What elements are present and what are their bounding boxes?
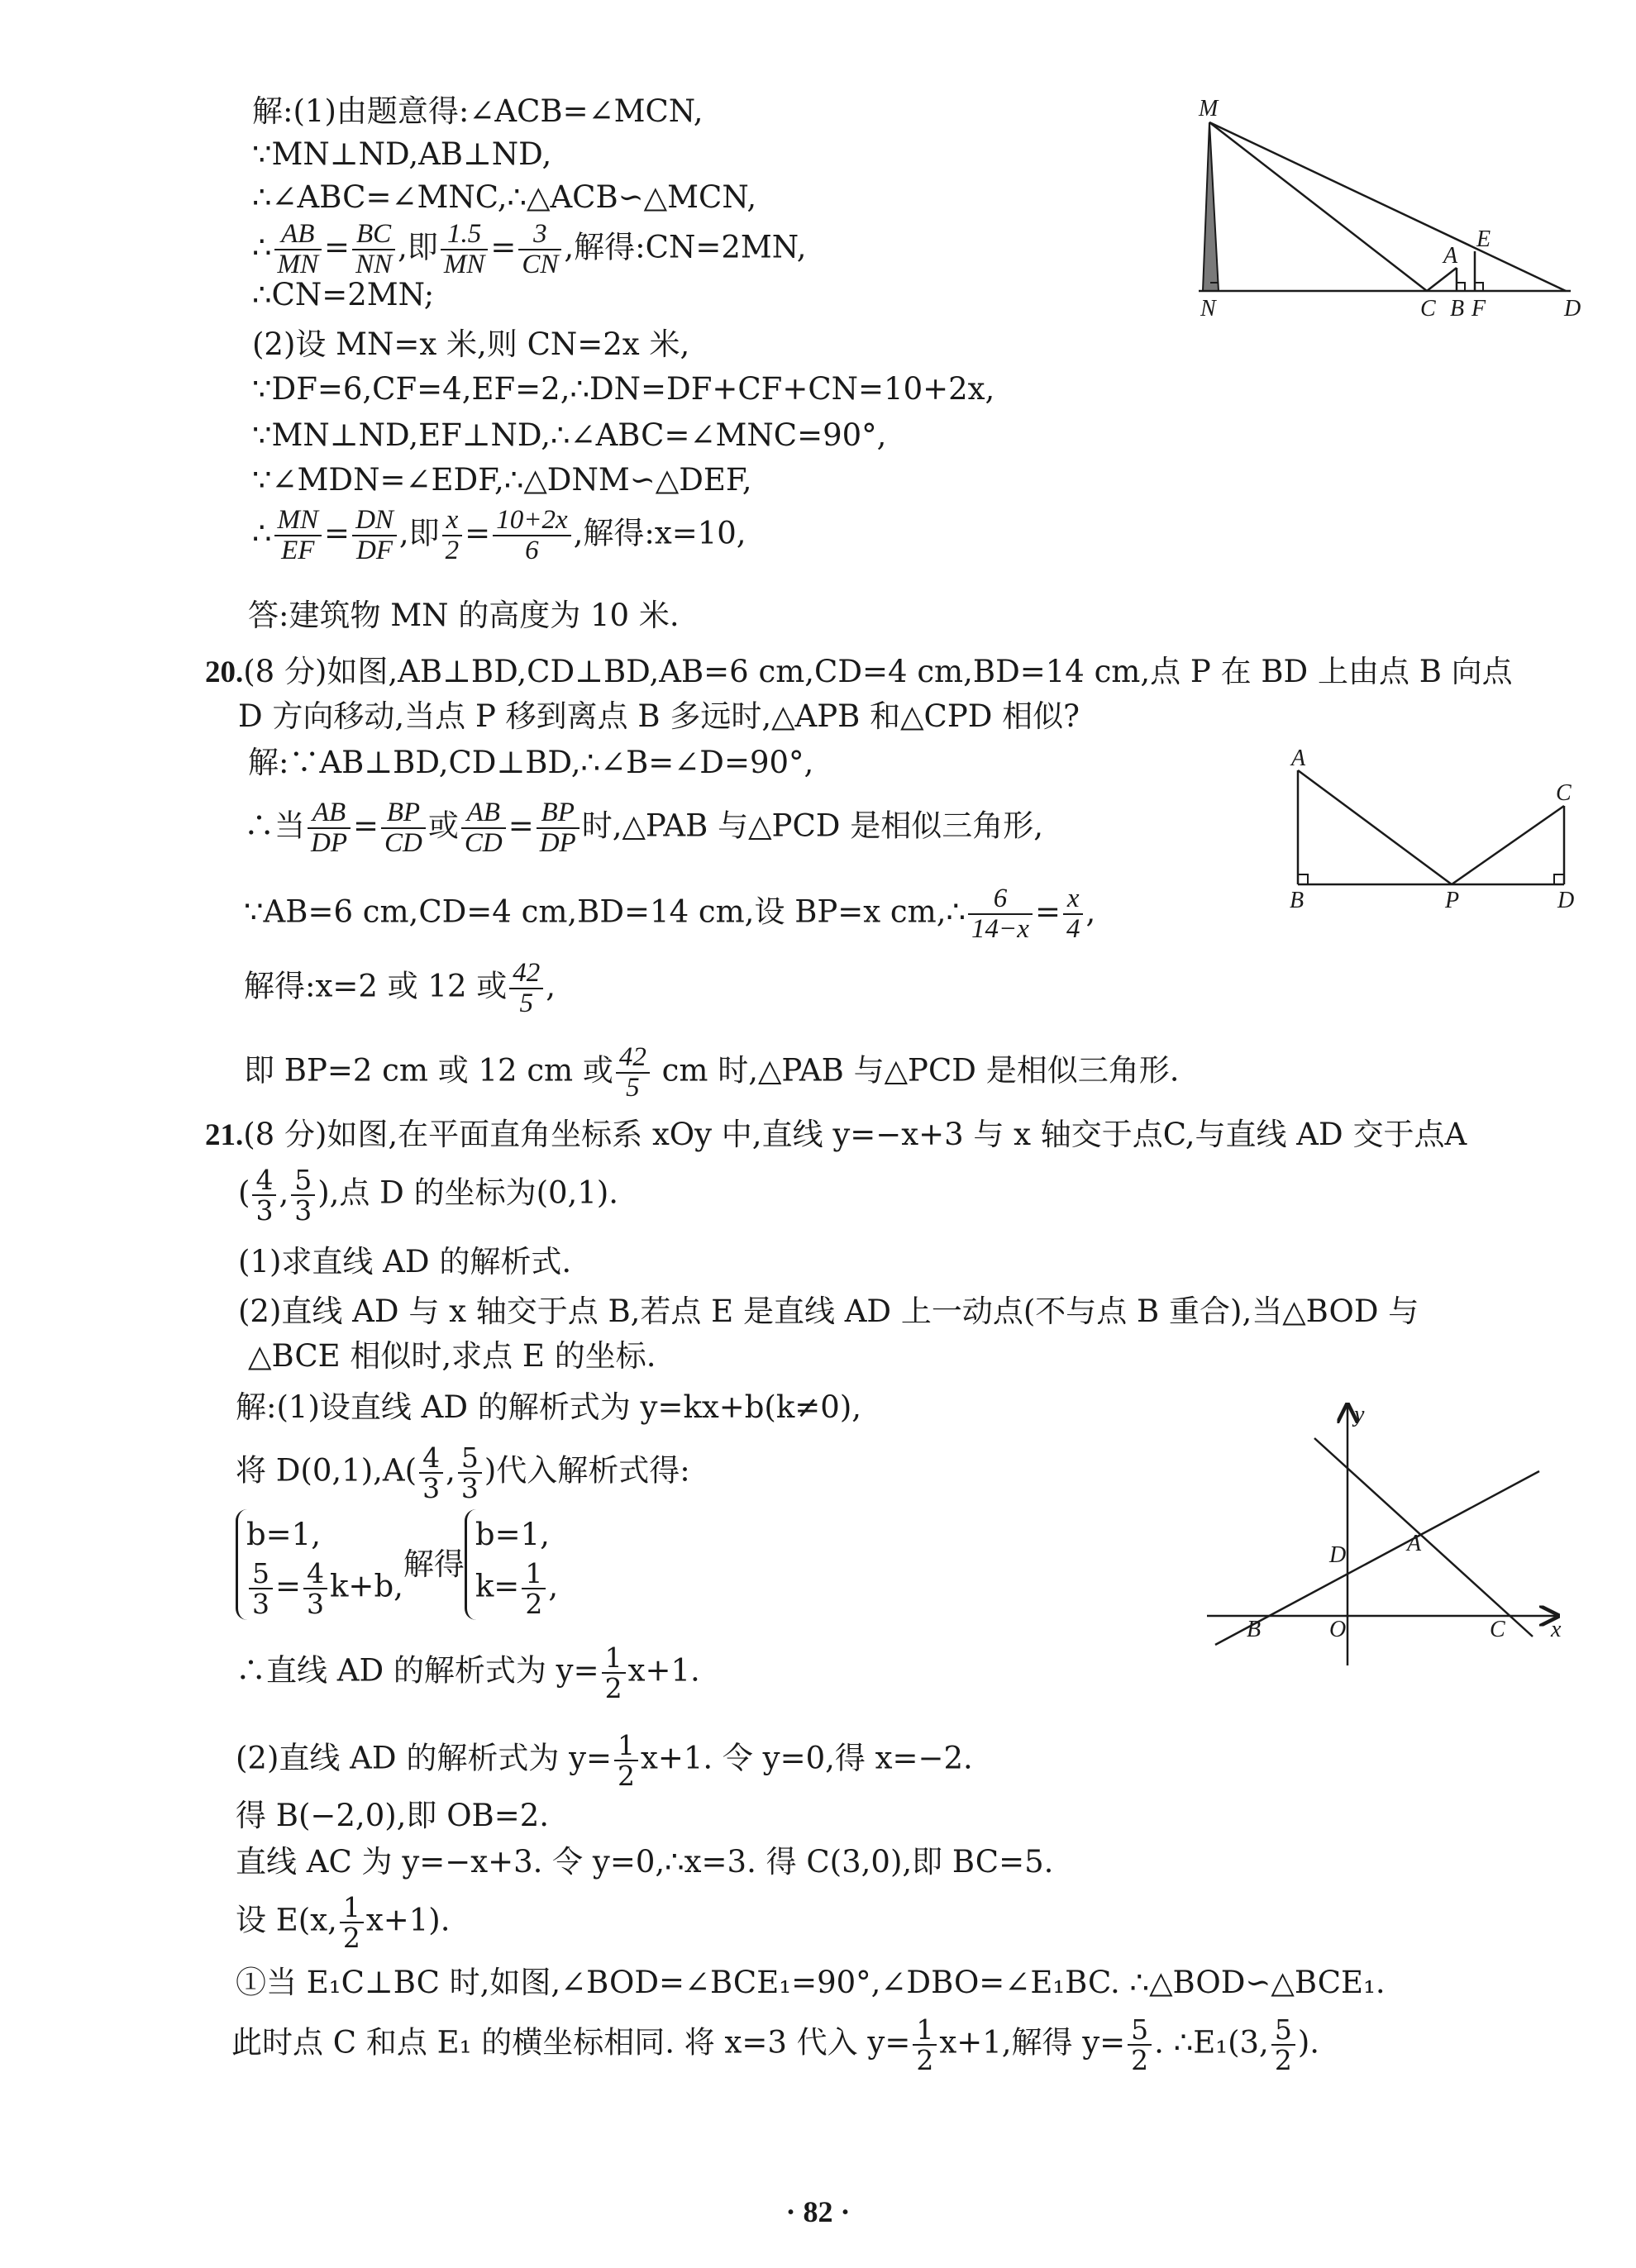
q19-line-10: ∴ $\frac{MN}{EF}$ = $\frac{DN}{DF}$ ,即 $\frac{x}{2}$ = $\frac{10+2x}{6}$ ,解得:x=10,: [252, 505, 746, 565]
fraction: $\frac{1}{2}$: [340, 1893, 364, 1952]
fraction: $\frac{4}{3}$: [303, 1559, 327, 1618]
label-d: D: [1557, 888, 1575, 913]
q21-line-1: 21.(8 分)如图,在平面直角坐标系 xOy 中,直线 y=−x+3 与 x 轴交于点C,与直线 AD 交于点A: [205, 1117, 1467, 1152]
label-a: A: [1443, 243, 1458, 269]
label-a: A: [1407, 1531, 1422, 1556]
fraction: $\frac{BP}{DP}$: [537, 798, 580, 858]
fraction: $\frac{1.5}{MN}$: [441, 220, 489, 279]
q21-line-2: ( $\frac{4}{3}$ , $\frac{5}{3}$ ),点 D 的坐标为(0,1).: [238, 1164, 619, 1227]
label-d: D: [1564, 296, 1581, 322]
q21-line-3: (1)求直线 AD 的解析式.: [238, 1244, 572, 1279]
q20-figure: [1273, 744, 1587, 917]
fraction: $\frac{1}{2}$: [614, 1731, 638, 1790]
segment-pc: [1452, 806, 1564, 884]
q21-line-11: 直线 AC 为 y=−x+3. 令 y=0,∴x=3. 得 C(3,0),即 BC=5.: [236, 1844, 1054, 1880]
fraction: $\frac{6}{14-x}$: [968, 884, 1033, 944]
segment-ca: [1427, 268, 1457, 291]
q21-line-7: 将 D(0,1),A( $\frac{4}{3}$ , $\frac{5}{3}$ )代入解析式得:: [236, 1441, 690, 1504]
q19-line-1: 解:(1)由题意得:∠ACB=∠MCN,: [252, 93, 704, 129]
q19-line-6: (2)设 MN=x 米,则 CN=2x 米,: [252, 326, 690, 362]
q20-line-4: ∴当 $\frac{AB}{DP}$ = $\frac{BP}{CD}$ 或 $\frac{AB}{CD}$ = $\frac{BP}{DP}$ 时,△PAB 与△PCD 是相似三角形,: [244, 798, 1043, 858]
label-d: D: [1329, 1542, 1347, 1568]
fraction: $\frac{42}{5}$: [509, 959, 543, 1018]
label-c: C: [1420, 296, 1436, 322]
q20-line-1: 20.(8 分)如图,AB⊥BD,CD⊥BD,AB=6 cm,CD=4 cm,BD=14 cm,点 P 在 BD 上由点 B 向点: [205, 654, 1513, 689]
right-angle-mark: [1554, 874, 1564, 884]
label-o: O: [1329, 1617, 1347, 1642]
fraction: $\frac{5}{2}$: [1271, 2015, 1295, 2075]
q19-line-7: ∵DF=6,CF=4,EF=2,∴DN=DF+CF+CN=10+2x,: [252, 371, 995, 407]
q21-line-8: ∴直线 AD 的解析式为 y= $\frac{1}{2}$ x+1.: [236, 1641, 700, 1704]
q20-line-5: ∵AB=6 cm,CD=4 cm,BD=14 cm,设 BP=x cm,∴ $\frac{6}{14-x}$ = $\frac{x}{4}$ ,: [244, 884, 1096, 944]
label-c: C: [1490, 1617, 1505, 1642]
fraction: $\frac{AB}{CD}$: [461, 798, 506, 858]
q21-line-12: 设 E(x, $\frac{1}{2}$ x+1).: [236, 1891, 451, 1954]
label-a: A: [1291, 746, 1306, 771]
fraction: $\frac{5}{3}$: [458, 1443, 482, 1503]
q19-answer: 答:建筑物 MN 的高度为 10 米.: [248, 598, 680, 633]
fraction: $\frac{4}{3}$: [252, 1165, 276, 1225]
fraction: $\frac{x}{2}$: [442, 506, 463, 565]
fraction: $\frac{BC}{NN}$: [352, 220, 395, 279]
fraction: $\frac{1}{2}$: [913, 2015, 937, 2075]
fraction: $\frac{MN}{EF}$: [274, 506, 322, 565]
fraction: $\frac{BP}{CD}$: [381, 798, 426, 858]
fraction: $\frac{4}{3}$: [419, 1443, 443, 1503]
label-b: B: [1247, 1617, 1262, 1642]
fraction: $\frac{3}{CN}$: [518, 220, 561, 279]
q21-figure: [1199, 1397, 1587, 1678]
fraction: $\frac{5}{3}$: [249, 1559, 273, 1618]
q19-line-8: ∵MN⊥ND,EF⊥ND,∴∠ABC=∠MNC=90°,: [252, 417, 887, 453]
page-number: · 82 ·: [785, 2195, 851, 2228]
right-angle-mark: [1475, 283, 1483, 291]
label-n: N: [1200, 296, 1216, 322]
label-e: E: [1476, 226, 1491, 252]
q21-line-10: 得 B(−2,0),即 OB=2.: [236, 1798, 550, 1833]
q19-line-2: ∵MN⊥ND,AB⊥ND,: [252, 136, 552, 172]
q19-line-9: ∵∠MDN=∠EDF,∴△DNM∽△DEF,: [252, 462, 752, 498]
q19-figure: [1174, 91, 1604, 322]
line-md: [1209, 122, 1566, 291]
q19-line-5: ∴CN=2MN;: [252, 277, 435, 312]
q20-line-6: 解得:x=2 或 12 或 $\frac{42}{5}$ ,: [244, 958, 556, 1018]
q21-line-14: 此时点 C 和点 E₁ 的横坐标相同. 将 x=3 代入 y= $\frac{1}{2}$ x+1,解得 y= $\frac{5}{2}$ . ∴E₁(3, $\frac{5}{2}$ ).: [231, 2013, 1320, 2076]
q21-line-6: 解:(1)设直线 AD 的解析式为 y=kx+b(k≠0),: [236, 1389, 862, 1425]
q20-line-3: 解:∵AB⊥BD,CD⊥BD,∴∠B=∠D=90°,: [248, 745, 814, 780]
equation-system-1: b=1, $\frac{5}{3}$ = $\frac{4}{3}$ k+b,: [236, 1509, 403, 1620]
fraction: $\frac{DN}{DF}$: [352, 506, 397, 565]
right-angle-mark: [1457, 283, 1465, 291]
fraction: $\frac{AB}{MN}$: [274, 220, 322, 279]
q21-line-13: ①当 E₁C⊥BC 时,如图,∠BOD=∠BCE₁=90°,∠DBO=∠E₁BC. ∴△BOD∽△BCE₁.: [236, 1965, 1386, 2000]
line-mc: [1209, 122, 1427, 291]
q21-line-5: △BCE 相似时,求点 E 的坐标.: [248, 1338, 656, 1374]
q21-line-4: (2)直线 AD 与 x 轴交于点 B,若点 E 是直线 AD 上一动点(不与点 B 重合),当△BOD 与: [238, 1294, 1419, 1329]
label-f: F: [1471, 296, 1486, 322]
q20-line-2: D 方向移动,当点 P 移到离点 B 多远时,△APB 和△CPD 相似?: [238, 698, 1080, 734]
q20-line-7: 即 BP=2 cm 或 12 cm 或 $\frac{42}{5}$ cm 时,△PAB 与△PCD 是相似三角形.: [244, 1042, 1180, 1103]
q19-line-4: ∴ $\frac{AB}{MN}$ = $\frac{BC}{NN}$ ,即 $\frac{1.5}{MN}$ = $\frac{3}{CN}$ ,解得:CN=2MN,: [252, 219, 807, 279]
label-b: B: [1290, 888, 1305, 913]
segment-ap: [1298, 770, 1452, 884]
label-p: P: [1445, 888, 1460, 913]
equation-system-2: b=1, k= $\frac{1}{2}$ ,: [465, 1509, 558, 1620]
building-mn: [1203, 122, 1219, 291]
label-b: B: [1450, 296, 1465, 322]
right-angle-mark: [1298, 874, 1308, 884]
fraction: $\frac{x}{4}$: [1063, 884, 1084, 944]
fraction: $\frac{1}{2}$: [602, 1643, 626, 1703]
label-c: C: [1556, 780, 1572, 806]
q21-system: b=1, $\frac{5}{3}$ = $\frac{4}{3}$ k+b, 解得 b=1, k= $\frac{1}{2}$ ,: [236, 1509, 558, 1620]
fraction: $\frac{10+2x}{6}$: [493, 506, 570, 565]
label-y: y: [1354, 1402, 1365, 1427]
label-m: M: [1199, 96, 1219, 122]
fraction: $\frac{1}{2}$: [522, 1559, 546, 1618]
q21-line-9: (2)直线 AD 的解析式为 y= $\frac{1}{2}$ x+1. 令 y=0,得 x=−2.: [236, 1729, 973, 1792]
q19-line-3: ∴∠ABC=∠MNC,∴△ACB∽△MCN,: [252, 179, 757, 215]
fraction: $\frac{42}{5}$: [616, 1043, 650, 1103]
label-x: x: [1551, 1617, 1562, 1642]
fraction: $\frac{5}{2}$: [1128, 2015, 1152, 2075]
fraction: $\frac{AB}{DP}$: [308, 798, 351, 858]
fraction: $\frac{5}{3}$: [291, 1165, 315, 1225]
